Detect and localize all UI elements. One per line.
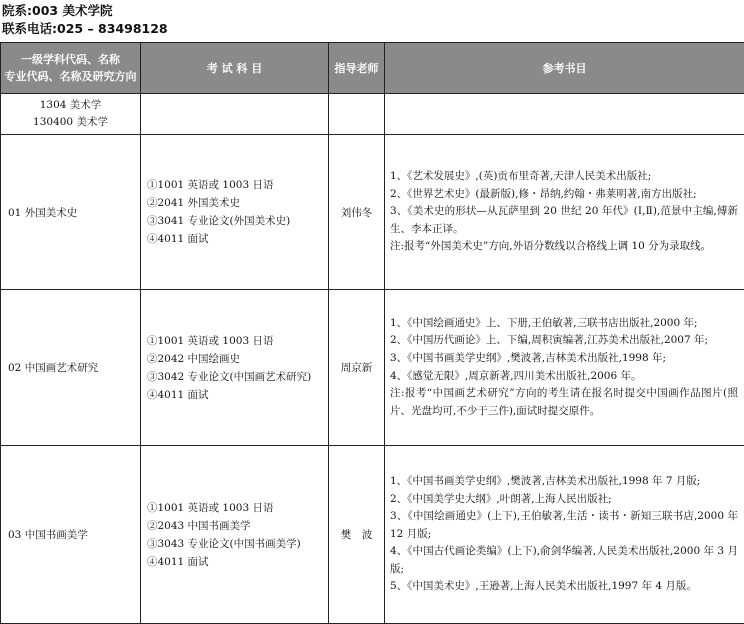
advisor-cell: 樊 波 <box>329 446 385 624</box>
advisor-cell: 周京新 <box>329 290 385 446</box>
column-header-references: 参考书目 <box>385 43 744 94</box>
advisor-cell: 刘伟冬 <box>329 135 385 290</box>
subjects-cell: ①1001 英语或 1003 日语 ②2043 中国书画美学 ③3043 专业论文(中国书画美学) ④4011 面试 <box>141 446 329 624</box>
column-header-direction: 一级学科代码、名称 专业代码、名称及研究方向 <box>1 43 141 94</box>
column-header-subjects: 考 试 科 目 <box>141 43 329 94</box>
contact-phone: 联系电话:025 – 83498128 <box>2 20 744 38</box>
discipline-cell: 1304 美术学 130400 美术学 <box>1 94 141 135</box>
references-cell: 1、《艺术发展史》,(英)贡布里奇著,天津人民美术出版社; 2、《世界艺术史》(最新版),修・昂纳,约翰・弗莱明著,南方出版社; 3、《美术史的形状—从瓦萨里到 20 世纪 20 年代》(Ⅰ,Ⅱ),范景中主编,傅新生、李本正译。 注:报考“外国美术史”方向,外语分数线以合格线上调 10 分为录取线。 <box>385 135 744 290</box>
discipline-row <box>1 94 744 135</box>
table-row <box>1 446 744 624</box>
table-row <box>1 290 744 446</box>
program-table <box>0 42 744 624</box>
direction-cell: 03 中国书画美学 <box>1 446 141 624</box>
direction-cell: 01 外国美术史 <box>1 135 141 290</box>
department-label: 院系:003 美术学院 <box>2 2 744 20</box>
column-header-advisor: 指导老师 <box>329 43 385 94</box>
subjects-cell: ①1001 英语或 1003 日语 ②2042 中国绘画史 ③3042 专业论文(中国画艺术研究) ④4011 面试 <box>141 290 329 446</box>
references-cell: 1、《中国书画美学史纲》,樊波著,吉林美术出版社,1998 年 7 月版; 2、《中国美学史大纲》,叶朗著,上海人民出版社; 3、《中国绘画通史》(上下),王伯敏著,生活・读书・新知三联书店,2000 年 12 月版; 4、《中国古代画论类编》(上下),俞剑华编著,人民美术出版社,2000 年 3 月版; 5、《中国美术史》,王逊著,上海人民美术出版社,1997 年 4 月版。 <box>385 446 744 624</box>
subjects-cell: ①1001 英语或 1003 日语 ②2041 外国美术史 ③3041 专业论文(外国美术史) ④4011 面试 <box>141 135 329 290</box>
references-cell: 1、《中国绘画通史》上、下册,王伯敏著,三联书店出版社,2000 年; 2、《中国历代画论》上、下编,周积寅编著,江苏美术出版社,2007 年; 3、《中国书画美学史纲》,樊波著,吉林美术出版社,1998 年; 4、《感觉无限》,周京新著,四川美术出版社,2006 年。 注:报考“中国画艺术研究”方向的考生请在报名时提交中国画作品图片(照片、光盘均可,不少于三件),面试时提交原件。 <box>385 290 744 446</box>
page-header <box>0 0 744 38</box>
table-row <box>1 135 744 290</box>
table-header-row <box>1 43 744 94</box>
direction-cell: 02 中国画艺术研究 <box>1 290 141 446</box>
